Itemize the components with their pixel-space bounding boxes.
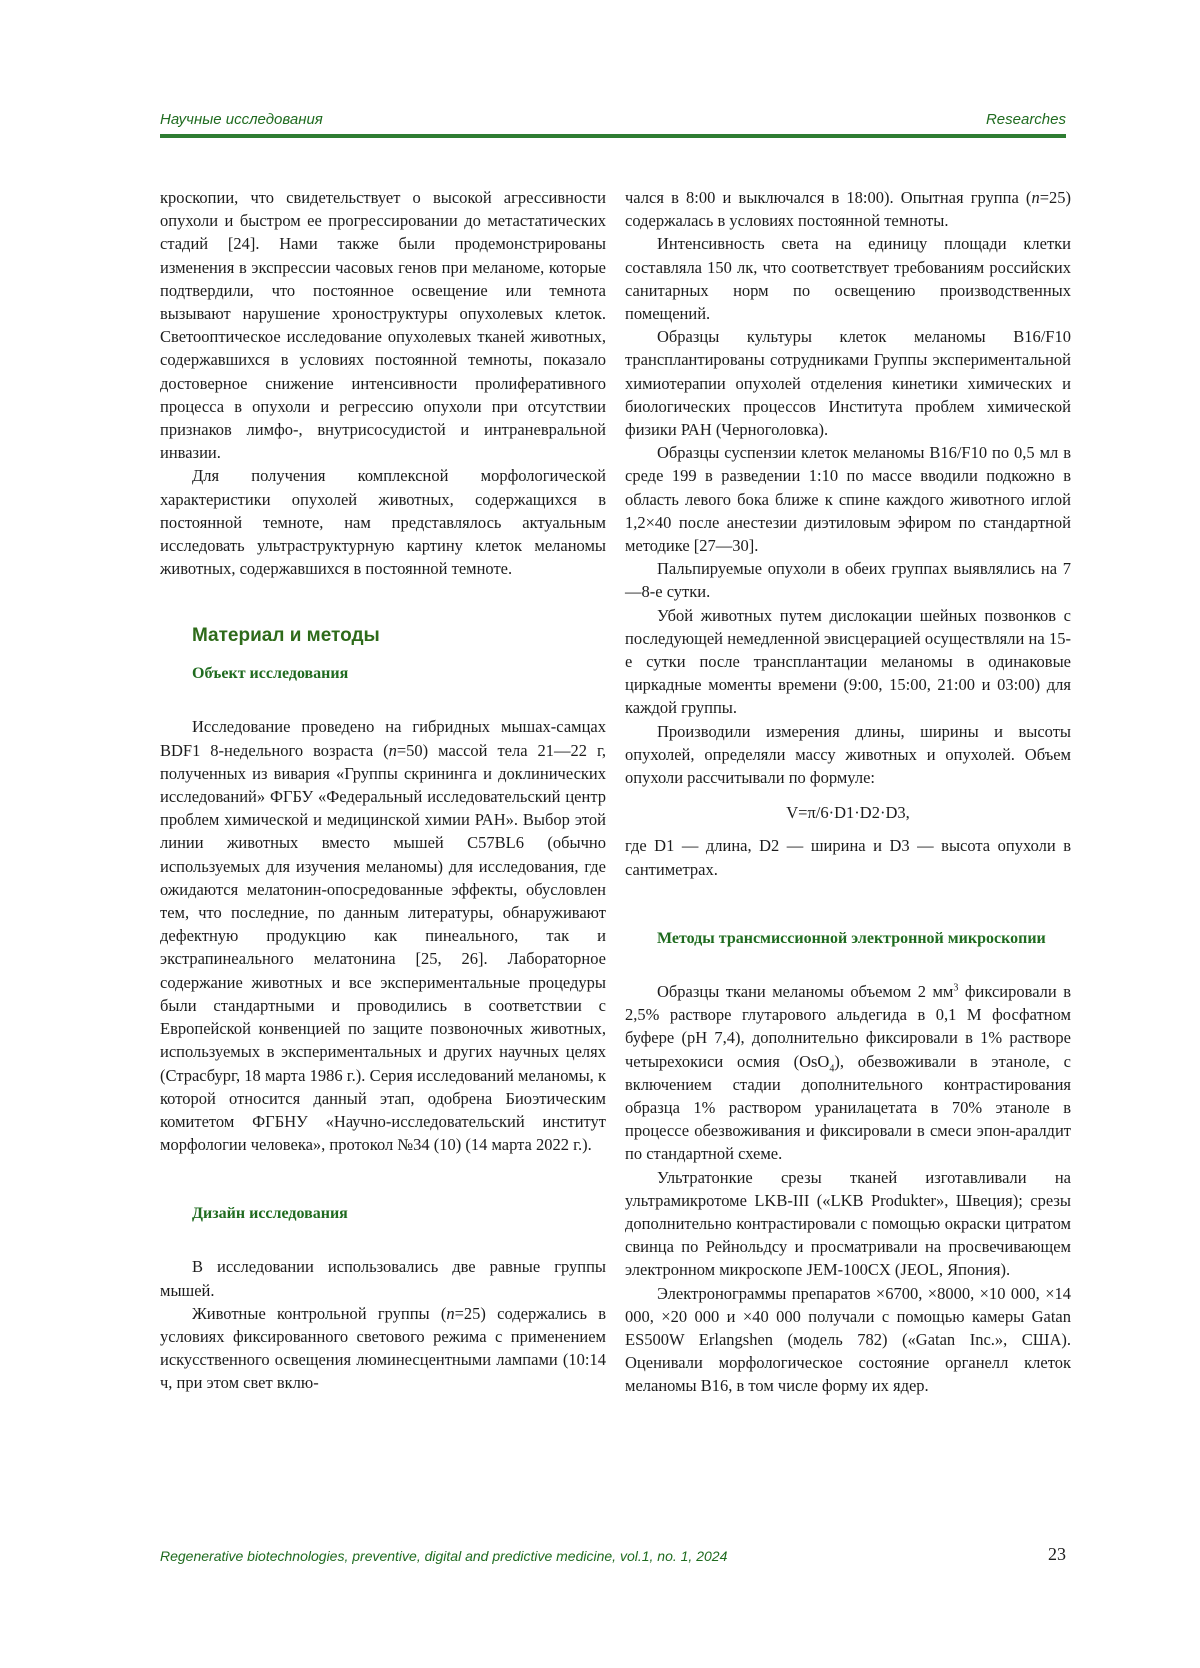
paragraph: Ультратонкие срезы тканей изготавливали на ультрамикротоме LKB-III («LKB Produkter», Швеция); срезы дополнительно контрастировали с помощью окраски цитратом свинца по Рейнольдсу и просматривали на просвечивающем электронном микроскопе JEM-100CX (JEOL, Япония). — [625, 1167, 1071, 1280]
section-heading-methods: Материал и методы — [192, 625, 380, 647]
paragraph: Образцы суспензии клеток меланомы B16/F10 по 0,5 мл в среде 199 в разведении 1:10 по массе вводили подкожно в область левого бока ближе к спине каждого животного иглой 1,2×40 после анестезии диэтиловым эфиром по стандартной методике [27—30]. — [625, 443, 1071, 556]
subsection-heading-design: Дизайн исследования — [192, 1205, 348, 1223]
page-number: 23 — [1048, 1544, 1066, 1564]
subsection-heading-object: Объект исследования — [192, 665, 349, 683]
paragraph: Интенсивность света на единицу площади клетки составляла 150 лк, что соответствует требованиям российских санитарных норм по освещению производственных помещений. — [625, 234, 1071, 324]
paragraph: кроскопии, что свидетельствует о высокой агрессивности опухоли и быстром ее прогрессировании до метастатических стадий [24]. Нами также были продемонстрированы изменения в экспрессии часовых генов при меланоме, которые подтвердили, что постоянное освещение или темнота вызывают нарушение хроноструктуры опухолевых клеток. Светооптическое исследование опухолевых тканей животных, содержавшихся в условиях постоянной темноты, показало достоверное снижение интенсивности пролиферативного процесса в опухоли и регрессию опухоли при отсутствии признаков лимфо-, внутрисосудистой и интраневральной инвазии. — [160, 188, 606, 463]
running-header-left: Научные исследования — [160, 111, 323, 128]
journal-footer: Regenerative biotechnologies, preventive, digital and predictive medicine, vol.1, no. 1, 2024 — [160, 1548, 728, 1564]
paragraph: Для получения комплексной морфологической характеристики опухолей животных, содержащихся в постоянной темноте, нам представлялось актуальным исследовать ультраструктурную картину клеток меланомы животных, содержавшихся в постоянной темноте. — [160, 466, 606, 579]
paragraph: Производили измерения длины, ширины и высоты опухолей, определяли массу животных и опухолей. Объем опухоли рассчитывали по формуле: — [625, 721, 1071, 788]
paragraph: Исследование проведено на гибридных мышах-самцах BDF1 8-недельного возраста (n=50) массой тела 21—22 г, полученных из вивария «Группы скрининга и доклинических исследований» ФГБУ «Федеральный исследовательский центр проблем химической и медицинской химии РАН». Выбор этой линии животных вместо мышей C57BL6 (обычно используемых для изучения меланомы) для исследования, где ожидаются мелатонин-опосредованные эффекты, обусловлен тем, что последние, по данным литературы, обнаруживают дефектную продукцию как пинеального, так и экстрапинеального мелатонина [25, 26]. Лабораторное содержание животных и все экспериментальные процедуры были стандартными и проводились в соответствии с Европейской конвенцией по защите позвоночных животных, используемых в экспериментальных и других научных целях (Страсбург, 18 марта 1986 г.). Серия исследований меланомы, к которой относится данный этап, одобрена Биоэтическим комитетом ФГБНУ «Научно-исследовательский институт морфологии человека», протокол №34 (10) (14 марта 2022 г.). — [160, 717, 606, 1155]
header-rule — [160, 134, 1066, 138]
volume-formula: V=π/6·D1·D2·D3, — [786, 803, 910, 823]
left-column — [160, 186, 606, 1395]
paragraph: Животные контрольной группы (n=25) содержались в условиях фиксированного светового режима с применением искусственного освещения люминесцентными лампами (10:14 ч, при этом свет вклю- — [160, 1303, 606, 1393]
paragraph: Образцы ткани меланомы объемом 2 $мм^3$ фиксировали в 2,5% растворе глутарового альдегида в 0,1 М фосфатном буфере (pH 7,4), дополнительно фиксировали в 1% растворе четырехокиси осмия (OsO$_4$), обезвоживали в этаноле, с включением стадии дополнительного контрастирования образца 1% раствором уранилацетата в 70% этаноле в процессе обезвоживания и фиксировали в смеси эпон-аралдит по стандартной схеме. — [625, 981, 1072, 1164]
paragraph: Образцы культуры клеток меланомы B16/F10 трансплантированы сотрудниками Группы экспериментальной химиотерапии опухолей отделения кинетики химических и биологических процессов Института проблем химической физики РАН (Черноголовка). — [625, 327, 1071, 440]
paragraph: Электронограммы препаратов ×6700, ×8000, ×10 000, ×14 000, ×20 000 и ×40 000 получали с помощью камеры Gatan ES500W Erlangshen (модель 782) («Gatan Inc.», США). Оценивали морфологическое состояние органелл клеток меланомы B16, в том числе форму их ядер. — [625, 1283, 1071, 1396]
running-header-right: Researches — [985, 111, 1066, 128]
paragraph: чался в 8:00 и выключался в 18:00). Опытная группа (n=25) содержалась в условиях постоянной темноты. — [625, 188, 1071, 231]
paragraph: Пальпируемые опухоли в обеих группах выявлялись на 7—8-е сутки. — [625, 559, 1071, 602]
subsection-heading-tem: Методы трансмиссионной электронной микроскопии — [657, 929, 1046, 947]
paragraph: В исследовании использовались две равные группы мышей. — [160, 1257, 606, 1300]
paragraph: где D1 — длина, D2 — ширина и D3 — высота опухоли в сантиметрах. — [625, 836, 1071, 879]
right-column — [625, 186, 1071, 1398]
paragraph: Убой животных путем дислокации шейных позвонков с последующей немедленной эвисцерацией осуществляли на 15-е сутки после трансплантации меланомы в одинаковые циркадные моменты времени (9:00, 15:00, 21:00 и 03:00) для каждой группы. — [625, 605, 1071, 718]
